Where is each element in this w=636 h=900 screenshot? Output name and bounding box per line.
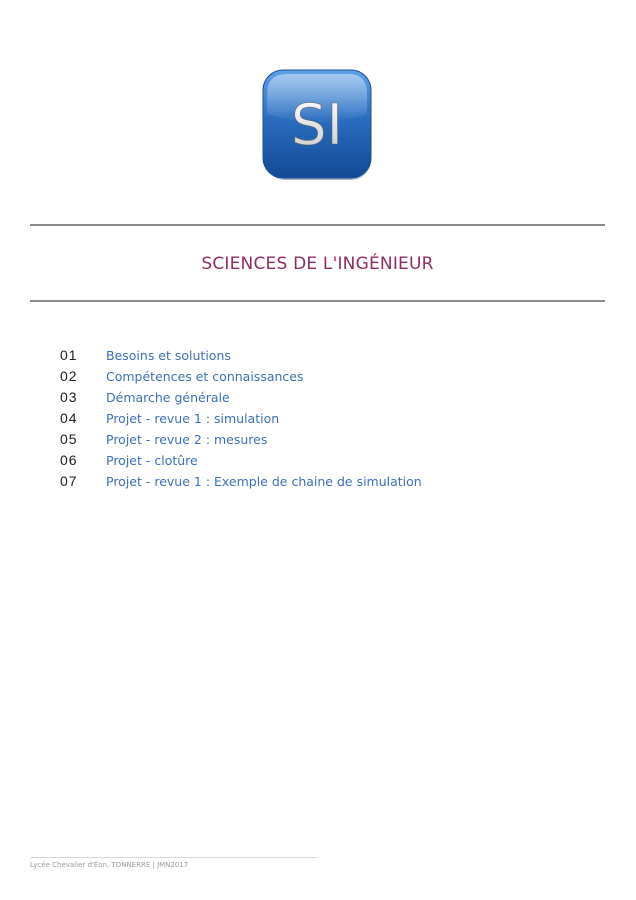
toc-number: 06 [60,452,78,468]
logo-text: SI [290,93,344,158]
toc-link[interactable]: Projet - revue 1 : Exemple de chaine de simulation [106,474,422,489]
toc-link[interactable]: Projet - revue 1 : simulation [106,411,280,426]
footer-divider [30,857,318,858]
toc-number: 07 [60,473,78,489]
toc-link[interactable]: Projet - clotûre [106,453,198,468]
page-footer [30,861,188,869]
footer-separator: | [150,861,158,869]
toc-link[interactable]: Démarche générale [106,390,230,405]
top-divider [30,224,605,226]
toc-item[interactable] [60,366,600,387]
toc-number: 04 [60,410,78,426]
toc-item[interactable] [60,387,600,408]
toc-item[interactable] [60,345,600,366]
toc-link[interactable]: Besoins et solutions [106,348,231,363]
toc-item[interactable] [60,408,600,429]
table-of-contents [60,345,600,492]
toc-item[interactable] [60,429,600,450]
toc-number: 02 [60,368,78,384]
toc-link[interactable]: Compétences et connaissances [106,369,304,384]
toc-item[interactable] [60,450,600,471]
si-logo-graphic [261,68,375,182]
page-title: SCIENCES DE L'INGÉNIEUR [201,254,434,274]
si-logo [261,68,375,182]
toc-number: 01 [60,347,78,363]
bottom-divider [30,300,605,302]
toc-number: 05 [60,431,78,447]
toc-item[interactable] [60,471,600,492]
toc-link[interactable]: Projet - revue 2 : mesures [106,432,268,447]
toc-number: 03 [60,389,78,405]
footer-school: Lycée Chevalier d'Éon, TONNERRE [30,861,151,869]
footer-author: JMN2017 [157,861,189,869]
